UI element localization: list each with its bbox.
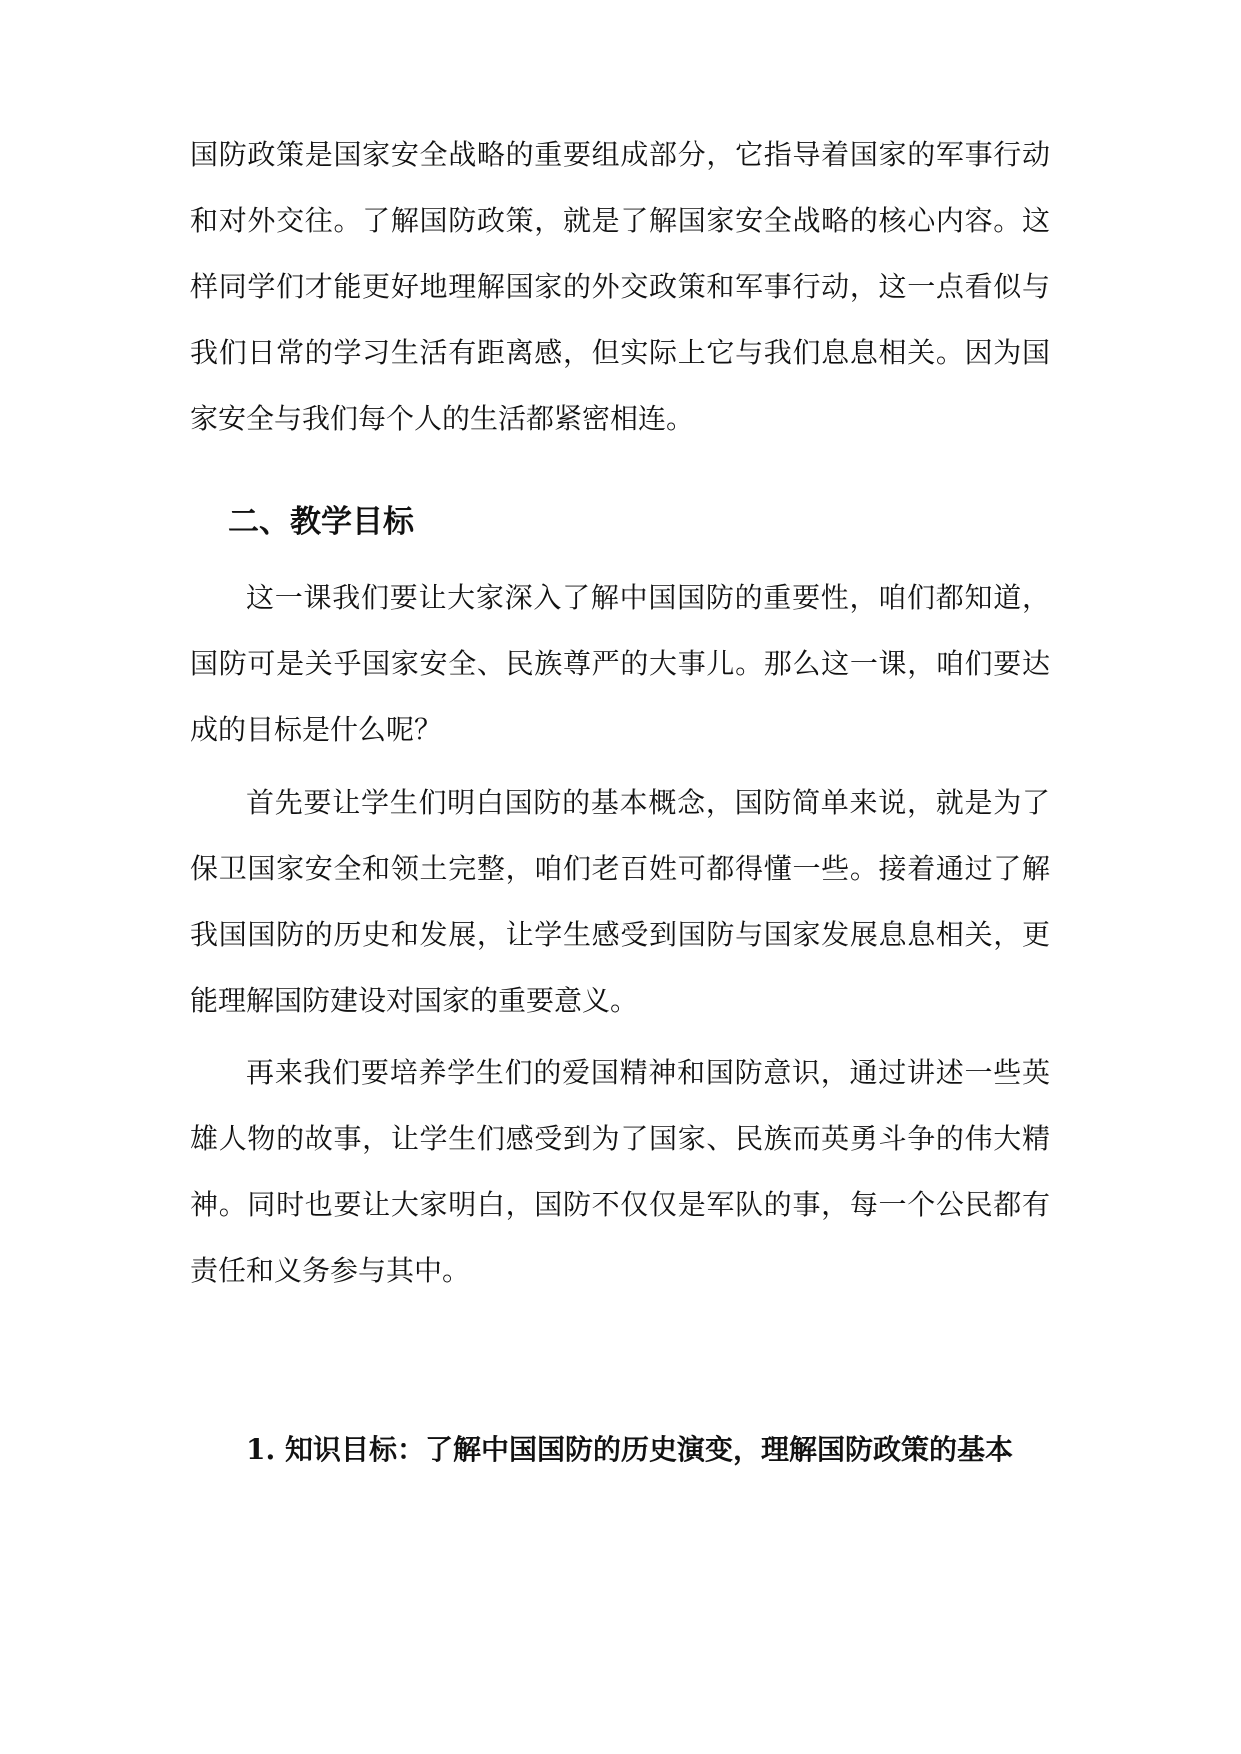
goals-second-paragraph: 再来我们要培养学生们的爱国精神和国防意识，通过讲述一些英雄人物的故事，让学生们感受到为了国家、民族而英勇斗争的伟大精神。同时也要让大家明白，国防不仅仅是军队的事，每一个公民都有责任和义务参与其中。 [190, 1056, 1050, 1287]
goals-intro-paragraph: 这一课我们要让大家深入了解中国国防的重要性，咱们都知道，国防可是关乎国家安全、民族尊严的大事儿。那么这一课，咱们要达成的目标是什么呢？ [190, 581, 1050, 746]
goals-first-paragraph: 首先要让学生们明白国防的基本概念，国防简单来说，就是为了保卫国家安全和领土完整，咱们老百姓可都得懂一些。接着通过了解我国国防的历史和发展，让学生感受到国防与国家发展息息相关，更能理解国防建设对国家的重要意义。 [190, 786, 1050, 1017]
intro-paragraph: 国防政策是国家安全战略的重要组成部分，它指导着国家的军事行动和对外交往。了解国防政策，就是了解国家安全战略的核心内容。这样同学们才能更好地理解国家的外交政策和军事行动，这一点看似与我们日常的学习生活有距离感，但实际上它与我们息息相关。因为国家安全与我们每个人的生活都紧密相连。 [190, 138, 1050, 435]
knowledge-goal-heading: 1. 知识目标：了解中国国防的历史演变，理解国防政策的基本 [246, 1433, 1013, 1466]
section-heading: 二、教学目标 [228, 504, 414, 540]
